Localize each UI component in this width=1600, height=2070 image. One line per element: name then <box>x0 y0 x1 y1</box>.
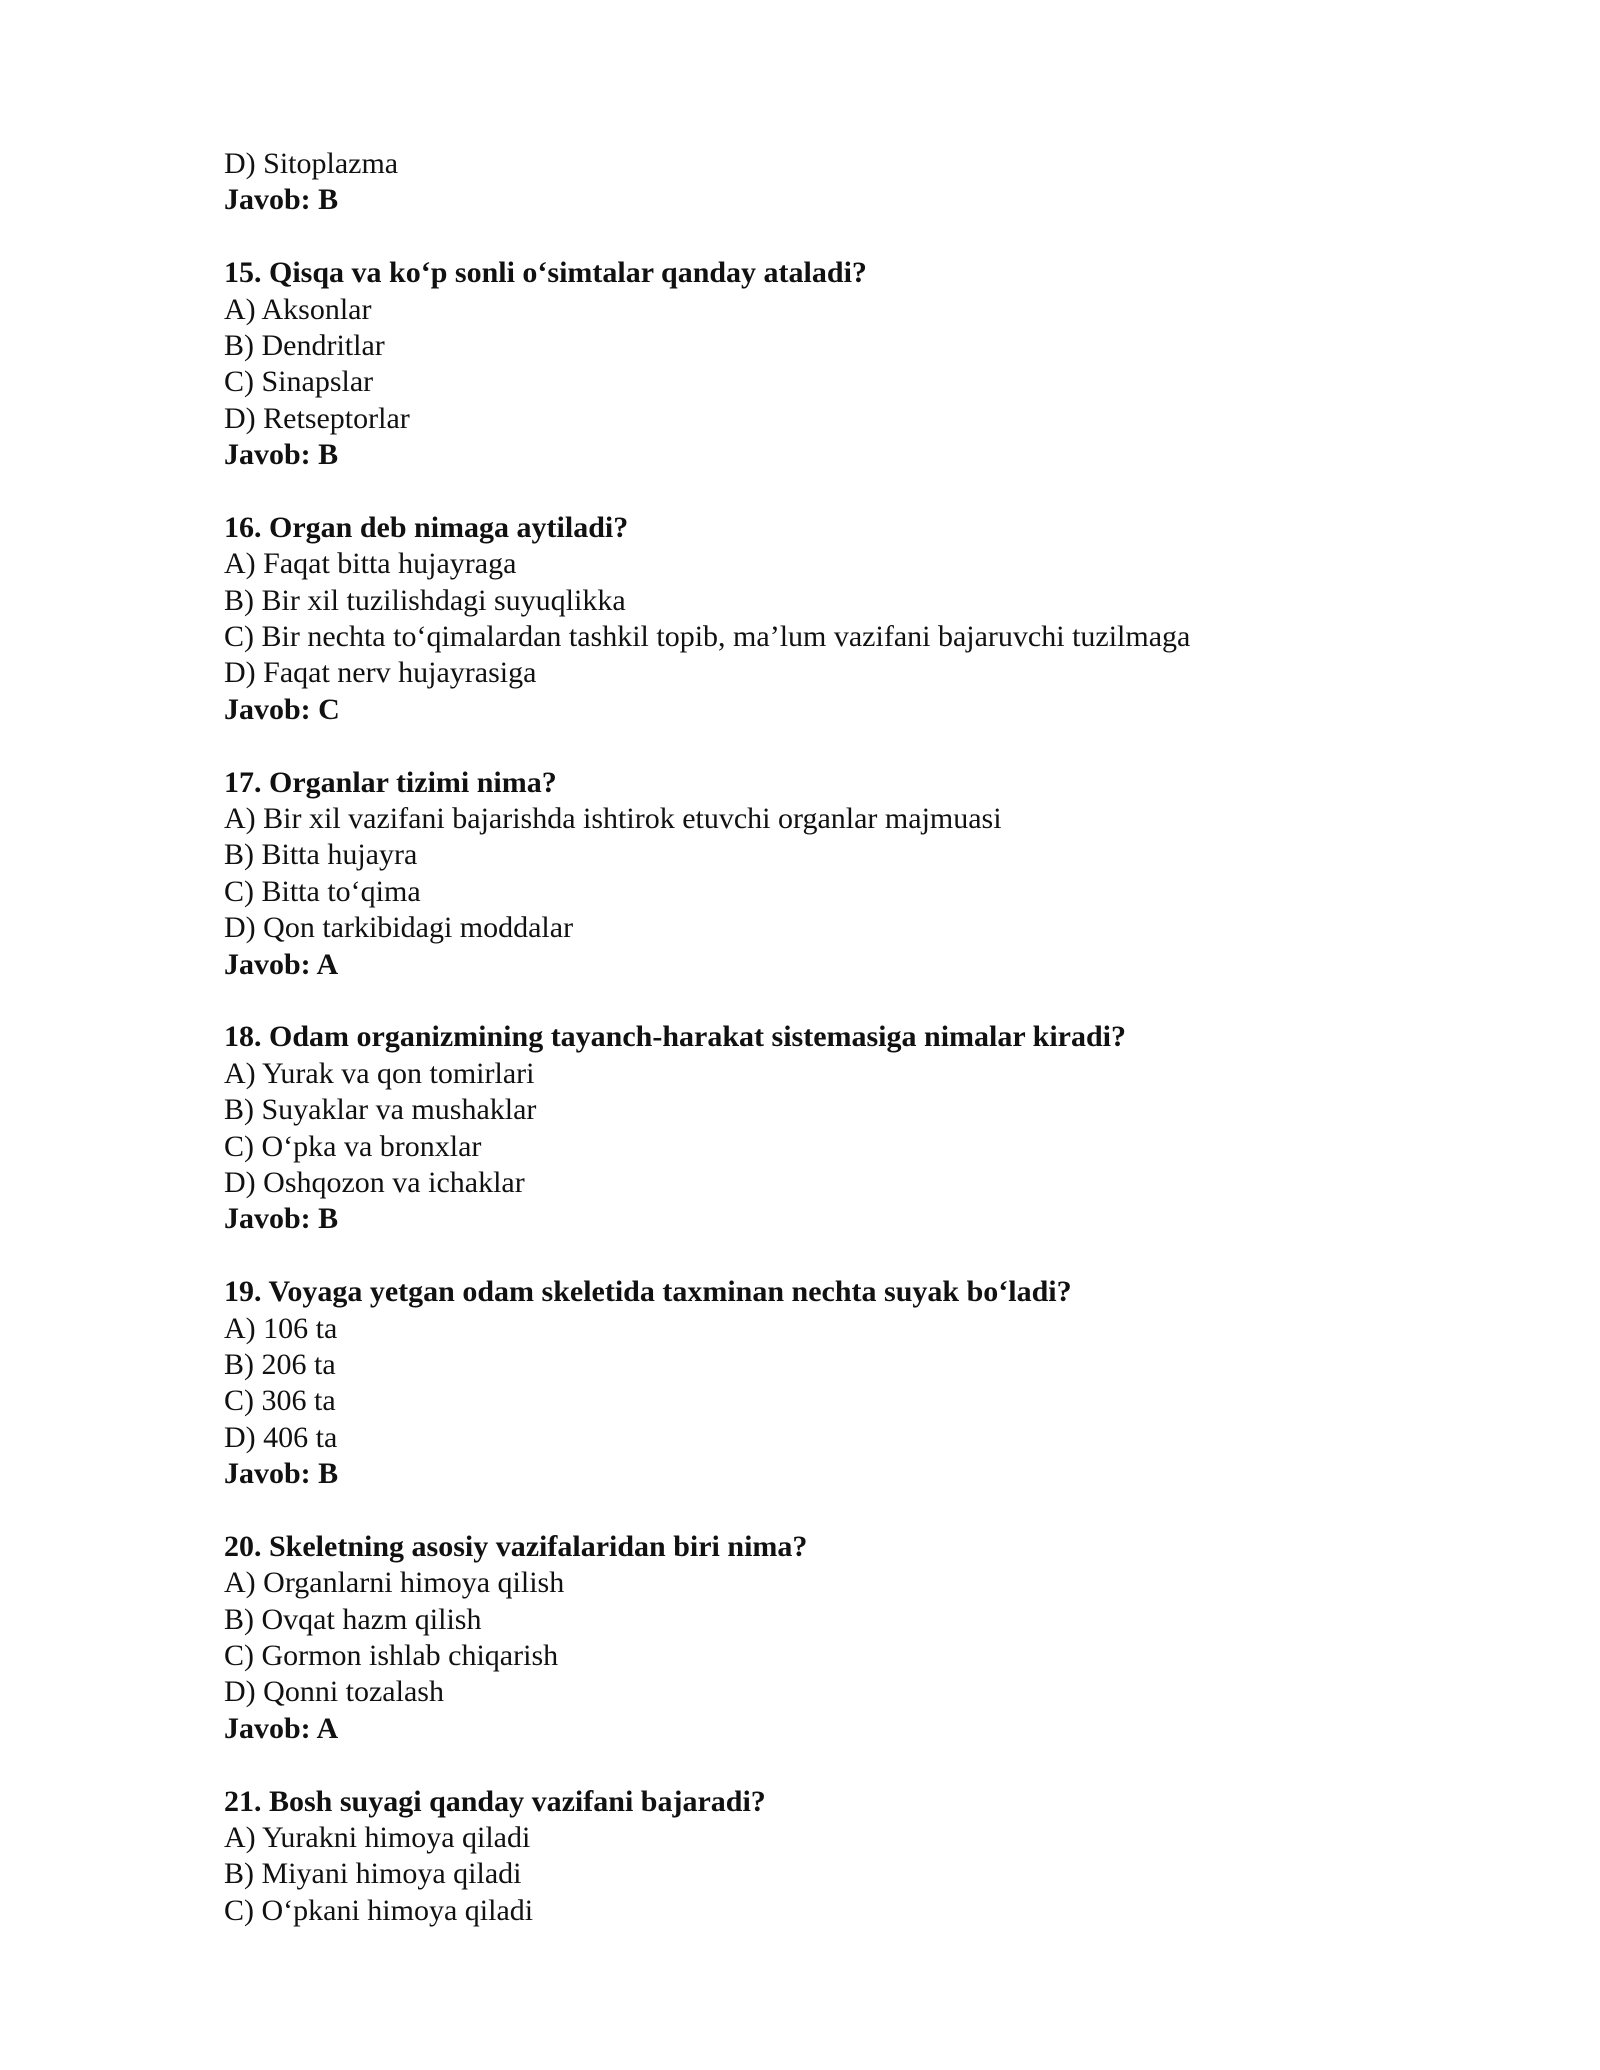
option-a: A) Aksonlar <box>224 292 372 326</box>
option-b: B) Miyani himoya qiladi <box>224 1857 522 1891</box>
answer-text: Javob: B <box>224 438 339 472</box>
question-title: 16. Organ deb nimaga aytiladi? <box>224 510 629 544</box>
question-block-16 <box>224 510 1424 765</box>
question-title: 19. Voyaga yetgan odam skeletida taxminan nechta suyak bo‘ladi? <box>224 1275 1072 1309</box>
option-b: B) Suyaklar va mushaklar <box>224 1093 537 1127</box>
answer-text: Javob: A <box>224 947 339 981</box>
question-block-20 <box>224 1529 1424 1784</box>
option-d: D) 406 ta <box>224 1420 338 1454</box>
question-title: 17. Organlar tizimi nima? <box>224 765 557 799</box>
option-c: C) O‘pkani himoya qiladi <box>224 1893 534 1927</box>
question-block-17 <box>224 765 1424 1020</box>
question-title: 18. Odam organizmining tayanch-harakat sistemasiga nimalar kiradi? <box>224 1020 1126 1054</box>
option-c: C) 306 ta <box>224 1384 336 1418</box>
option-a: A) Bir xil vazifani bajarishda ishtirok etuvchi organlar majmuasi <box>224 802 1002 836</box>
spacer <box>224 1747 1424 1783</box>
option-c: C) Sinapslar <box>224 365 374 399</box>
option-c: C) Bir nechta to‘qimalardan tashkil topib, ma’lum vazifani bajaruvchi tuzilmaga <box>224 620 1191 654</box>
spacer <box>224 474 1424 510</box>
option-a: A) Faqat bitta hujayraga <box>224 547 517 581</box>
option-d: D) Qon tarkibidagi moddalar <box>224 911 574 945</box>
spacer <box>224 219 1424 255</box>
question-block-15 <box>224 255 1424 510</box>
option-c: C) Gormon ishlab chiqarish <box>224 1639 559 1673</box>
spacer <box>224 728 1424 764</box>
option-b: B) Bitta hujayra <box>224 838 418 872</box>
question-block-21 <box>224 1784 1424 1930</box>
option-b: B) Ovqat hazm qilish <box>224 1602 482 1636</box>
question-title: 21. Bosh suyagi qanday vazifani bajaradi? <box>224 1784 766 1818</box>
option-b: B) 206 ta <box>224 1347 336 1381</box>
question-block-19 <box>224 1274 1424 1529</box>
option-c: C) O‘pka va bronxlar <box>224 1129 482 1163</box>
option-d: D) Retseptorlar <box>224 401 410 435</box>
option-c: C) Bitta to‘qima <box>224 874 421 908</box>
option-b: B) Bir xil tuzilishdagi suyuqlikka <box>224 583 626 617</box>
spacer <box>224 983 1424 1019</box>
spacer <box>224 1238 1424 1274</box>
question-title: 15. Qisqa va ko‘p sonli o‘simtalar qanday ataladi? <box>224 256 867 290</box>
option-d: D) Faqat nerv hujayrasiga <box>224 656 537 690</box>
option-text: D) Sitoplazma <box>224 147 399 180</box>
answer-text: Javob: B <box>224 1202 339 1236</box>
option-a: A) Yurakni himoya qiladi <box>224 1820 531 1854</box>
question-block-18 <box>224 1019 1424 1274</box>
answer-text: Javob: B <box>224 1457 339 1491</box>
question-title: 20. Skeletning asosiy vazifalaridan biri nima? <box>224 1529 808 1563</box>
option-a: A) 106 ta <box>224 1311 338 1345</box>
spacer <box>224 1492 1424 1528</box>
option-d: D) Oshqozon va ichaklar <box>224 1165 525 1199</box>
answer-text: Javob: A <box>224 1711 339 1745</box>
answer-text: Javob: B <box>224 183 339 217</box>
document-page <box>224 146 1424 1929</box>
option-d: D) Qonni tozalash <box>224 1675 444 1709</box>
option-a: A) Yurak va qon tomirlari <box>224 1056 535 1090</box>
option-a: A) Organlarni himoya qilish <box>224 1566 565 1600</box>
option-b: B) Dendritlar <box>224 328 385 362</box>
answer-text: Javob: C <box>224 692 340 726</box>
